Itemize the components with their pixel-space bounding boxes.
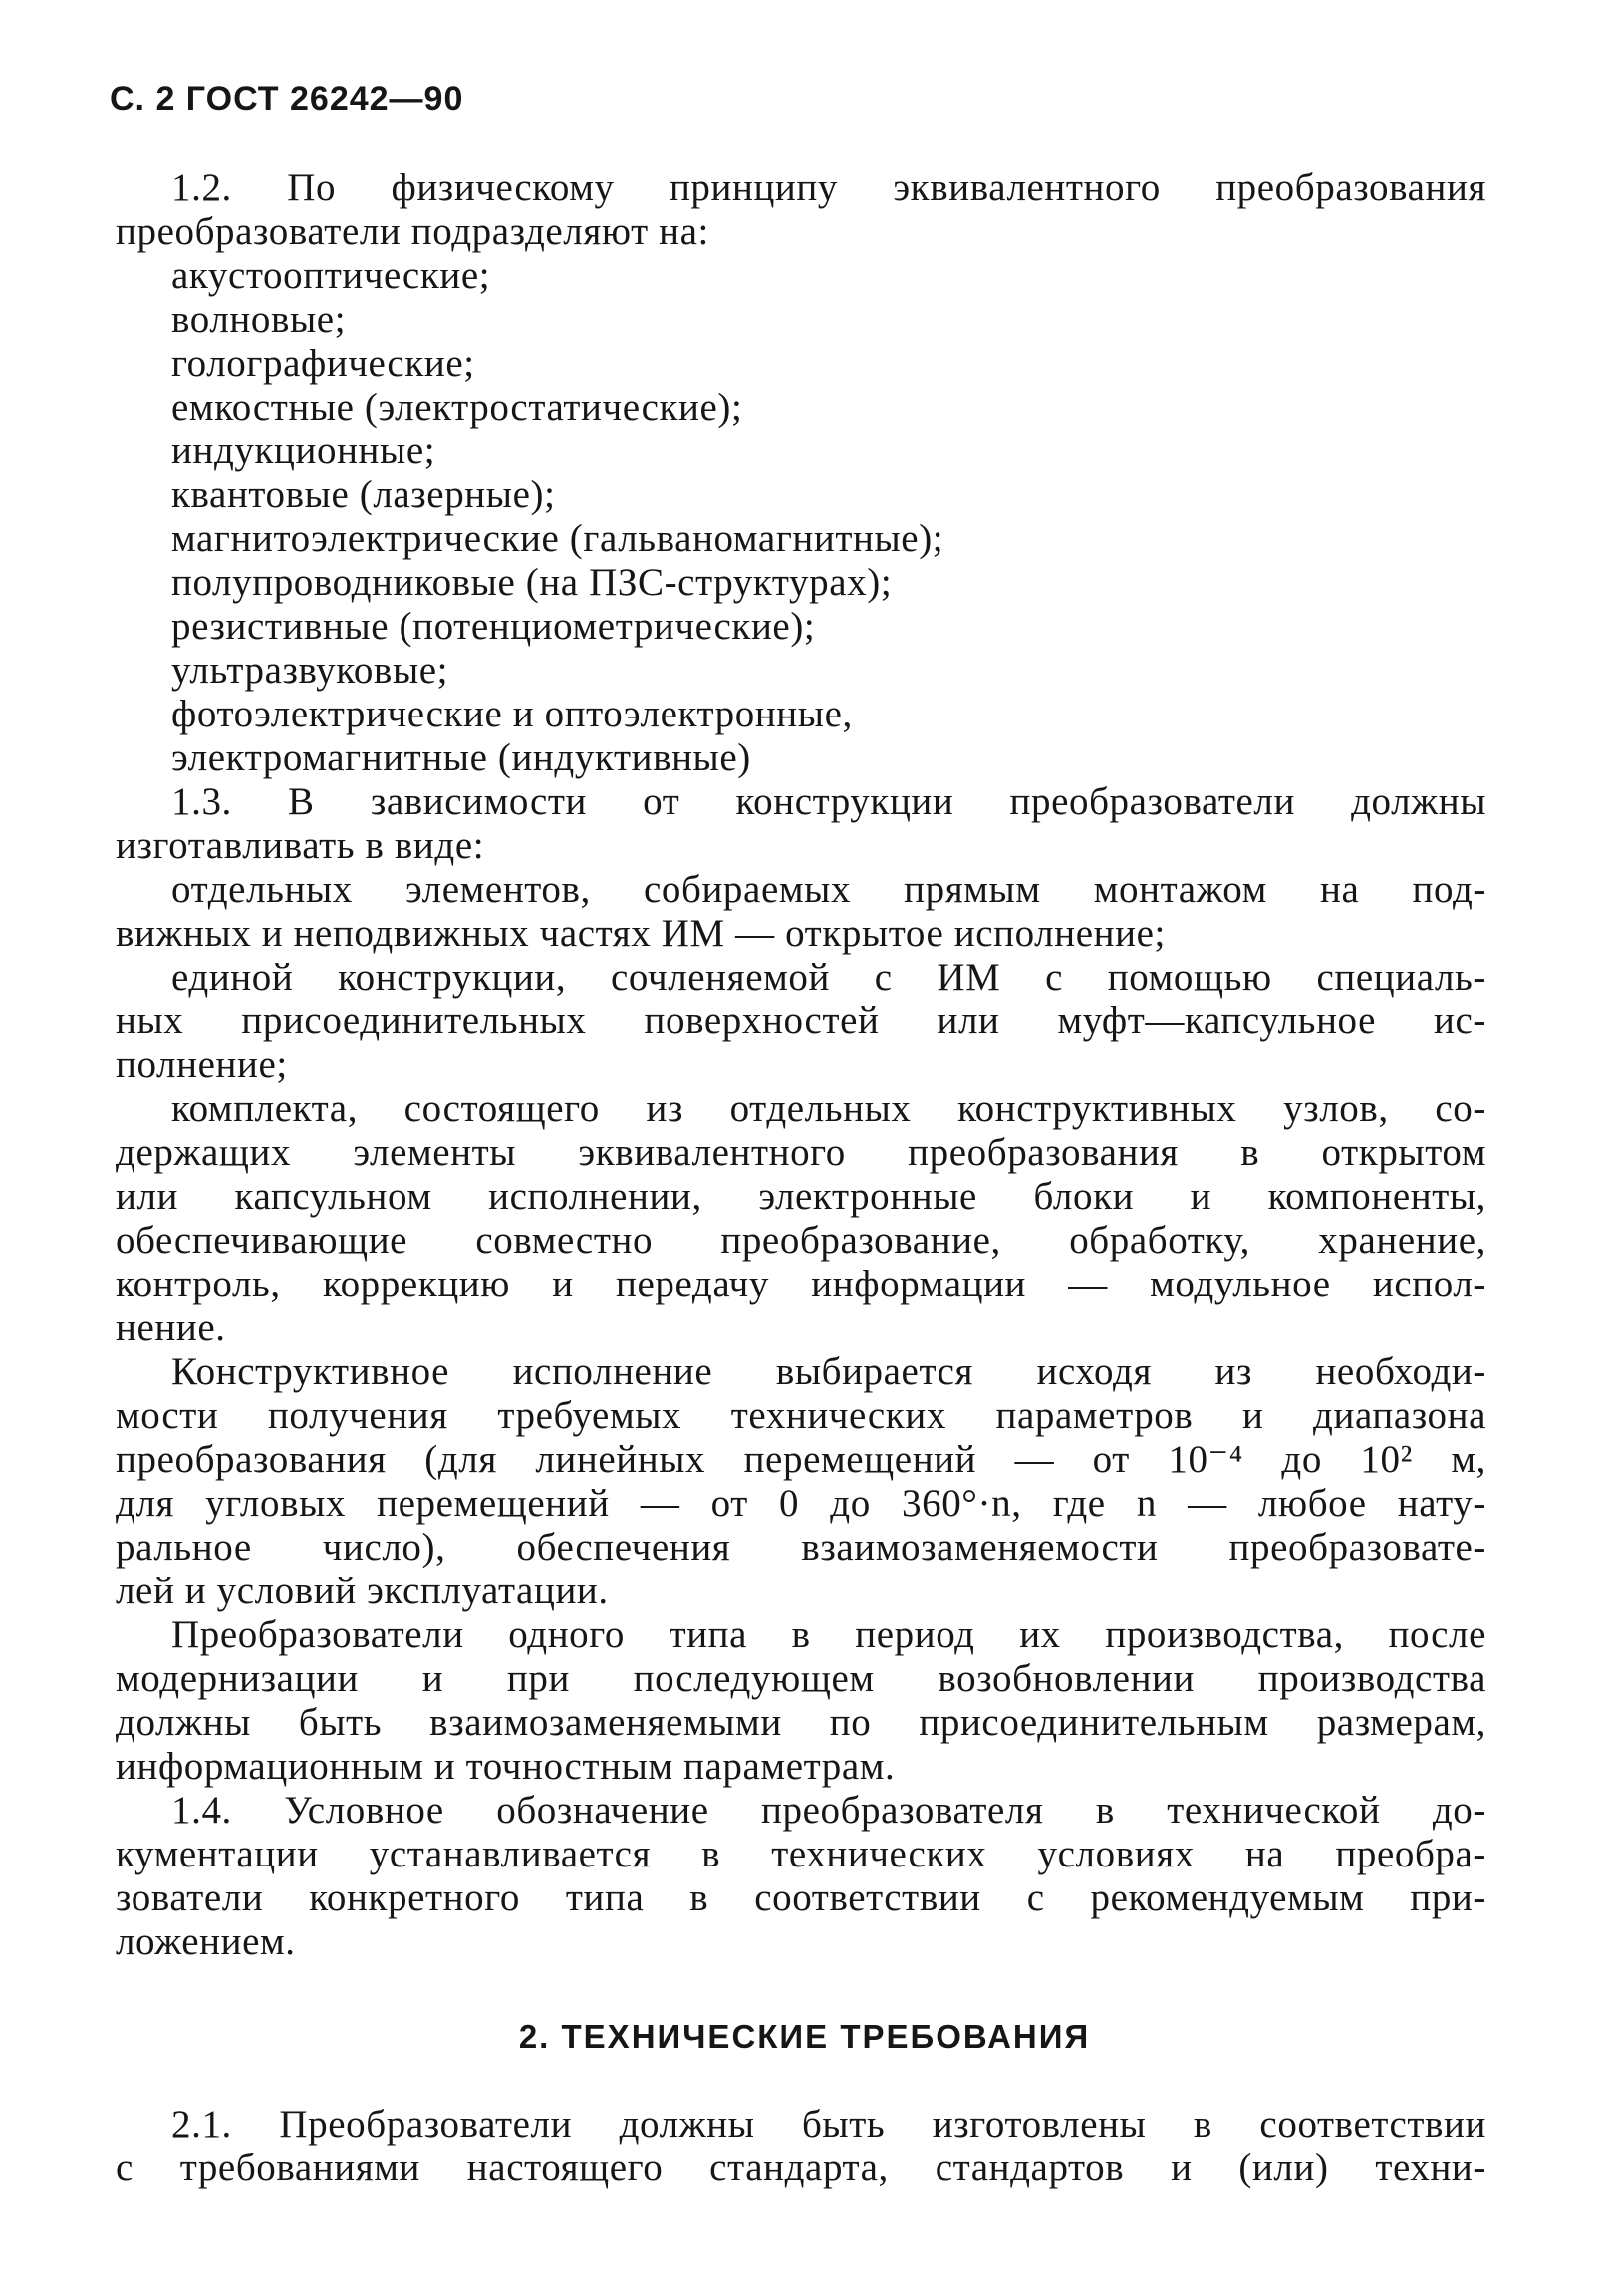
text-line: изготавливать в виде: [116, 824, 485, 867]
text-line: модернизации и при последующем возобновлении производства [116, 1657, 1486, 1700]
text-line: акустооптические; [171, 254, 491, 297]
text-line: с требованиями настоящего стандарта, стандартов и (или) техни- [116, 2147, 1486, 2189]
text-line: Преобразователи одного типа в период их производства, после [171, 1613, 1486, 1656]
text-line: Конструктивное исполнение выбирается исходя из необходи- [171, 1350, 1486, 1393]
text-line: 2.1. Преобразователи должны быть изготовлены в соответствии [171, 2103, 1486, 2146]
text-line: преобразования (для линейных перемещений — от 10⁻⁴ до 10² м, [116, 1438, 1486, 1481]
text-line: мости получения требуемых технических параметров и диапазона [116, 1394, 1486, 1437]
text-line: вижных и неподвижных частях ИМ — открытое исполнение; [116, 912, 1166, 955]
text-line: полупроводниковые (на ПЗС-структурах); [171, 561, 893, 604]
section-title: 2. ТЕХНИЧЕСКИЕ ТРЕБОВАНИЯ [518, 2018, 1091, 2055]
text-line: контроль, коррекцию и передачу информации — модульное испол- [116, 1263, 1486, 1305]
text-line: электромагнитные (индуктивные) [171, 736, 751, 779]
text-line: или капсульном исполнении, электронные блоки и компоненты, [116, 1175, 1486, 1218]
text-line: 1.4. Условное обозначение преобразователя в технической до- [171, 1789, 1486, 1832]
text-line: квантовые (лазерные); [171, 473, 556, 516]
text-line: лей и условий эксплуатации. [116, 1570, 609, 1612]
text-line: ных присоединительных поверхностей или муфт—капсульное ис- [116, 1000, 1486, 1042]
text-line: комплекта, состоящего из отдельных конструктивных узлов, со- [171, 1087, 1486, 1130]
text-line: полнение; [116, 1043, 288, 1086]
text-line: нение. [116, 1306, 226, 1349]
text-line: должны быть взаимозаменяемыми по присоединительным размерам, [116, 1701, 1486, 1744]
text-line: магнитоэлектрические (гальваномагнитные); [171, 517, 944, 560]
page-header: С. 2 ГОСТ 26242—90 [110, 80, 464, 118]
text-line: зователи конкретного типа в соответствии с рекомендуемым при- [116, 1876, 1486, 1919]
text-line: для угловых перемещений — от 0 до 360°·n, где n — любое нату- [116, 1482, 1486, 1525]
text-line: 1.3. В зависимости от конструкции преобразователи должны [171, 780, 1486, 823]
text-line: информационным и точностным параметрам. [116, 1745, 896, 1788]
text-line: волновые; [171, 298, 347, 341]
text-line: ультразвуковые; [171, 649, 449, 692]
text-line: фотоэлектрические и оптоэлектронные, [171, 693, 853, 735]
text-line: ложением. [116, 1920, 296, 1963]
body-text [116, 166, 1486, 1964]
text-line: резистивные (потенциометрические); [171, 605, 816, 648]
text-line: держащих элементы эквивалентного преобразования в открытом [116, 1131, 1486, 1174]
text-line: преобразователи подразделяют на: [116, 210, 709, 253]
text-line: единой конструкции, сочленяемой с ИМ с помощью специаль- [171, 956, 1486, 999]
section-body-text [116, 2103, 1486, 2190]
text-line: 1.2. По физическому принципу эквивалентного преобразования [171, 166, 1486, 209]
text-line: кументации устанавливается в технических условиях на преобра- [116, 1833, 1486, 1875]
text-line: голографические; [171, 342, 475, 385]
text-line: ральное число), обеспечения взаимозаменяемости преобразовате- [116, 1526, 1486, 1569]
text-line: емкостные (электростатические); [171, 386, 743, 429]
text-line: обеспечивающие совместно преобразование, обработку, хранение, [116, 1219, 1486, 1262]
text-line: индукционные; [171, 430, 436, 472]
text-line: отдельных элементов, собираемых прямым монтажом на под- [171, 868, 1486, 911]
